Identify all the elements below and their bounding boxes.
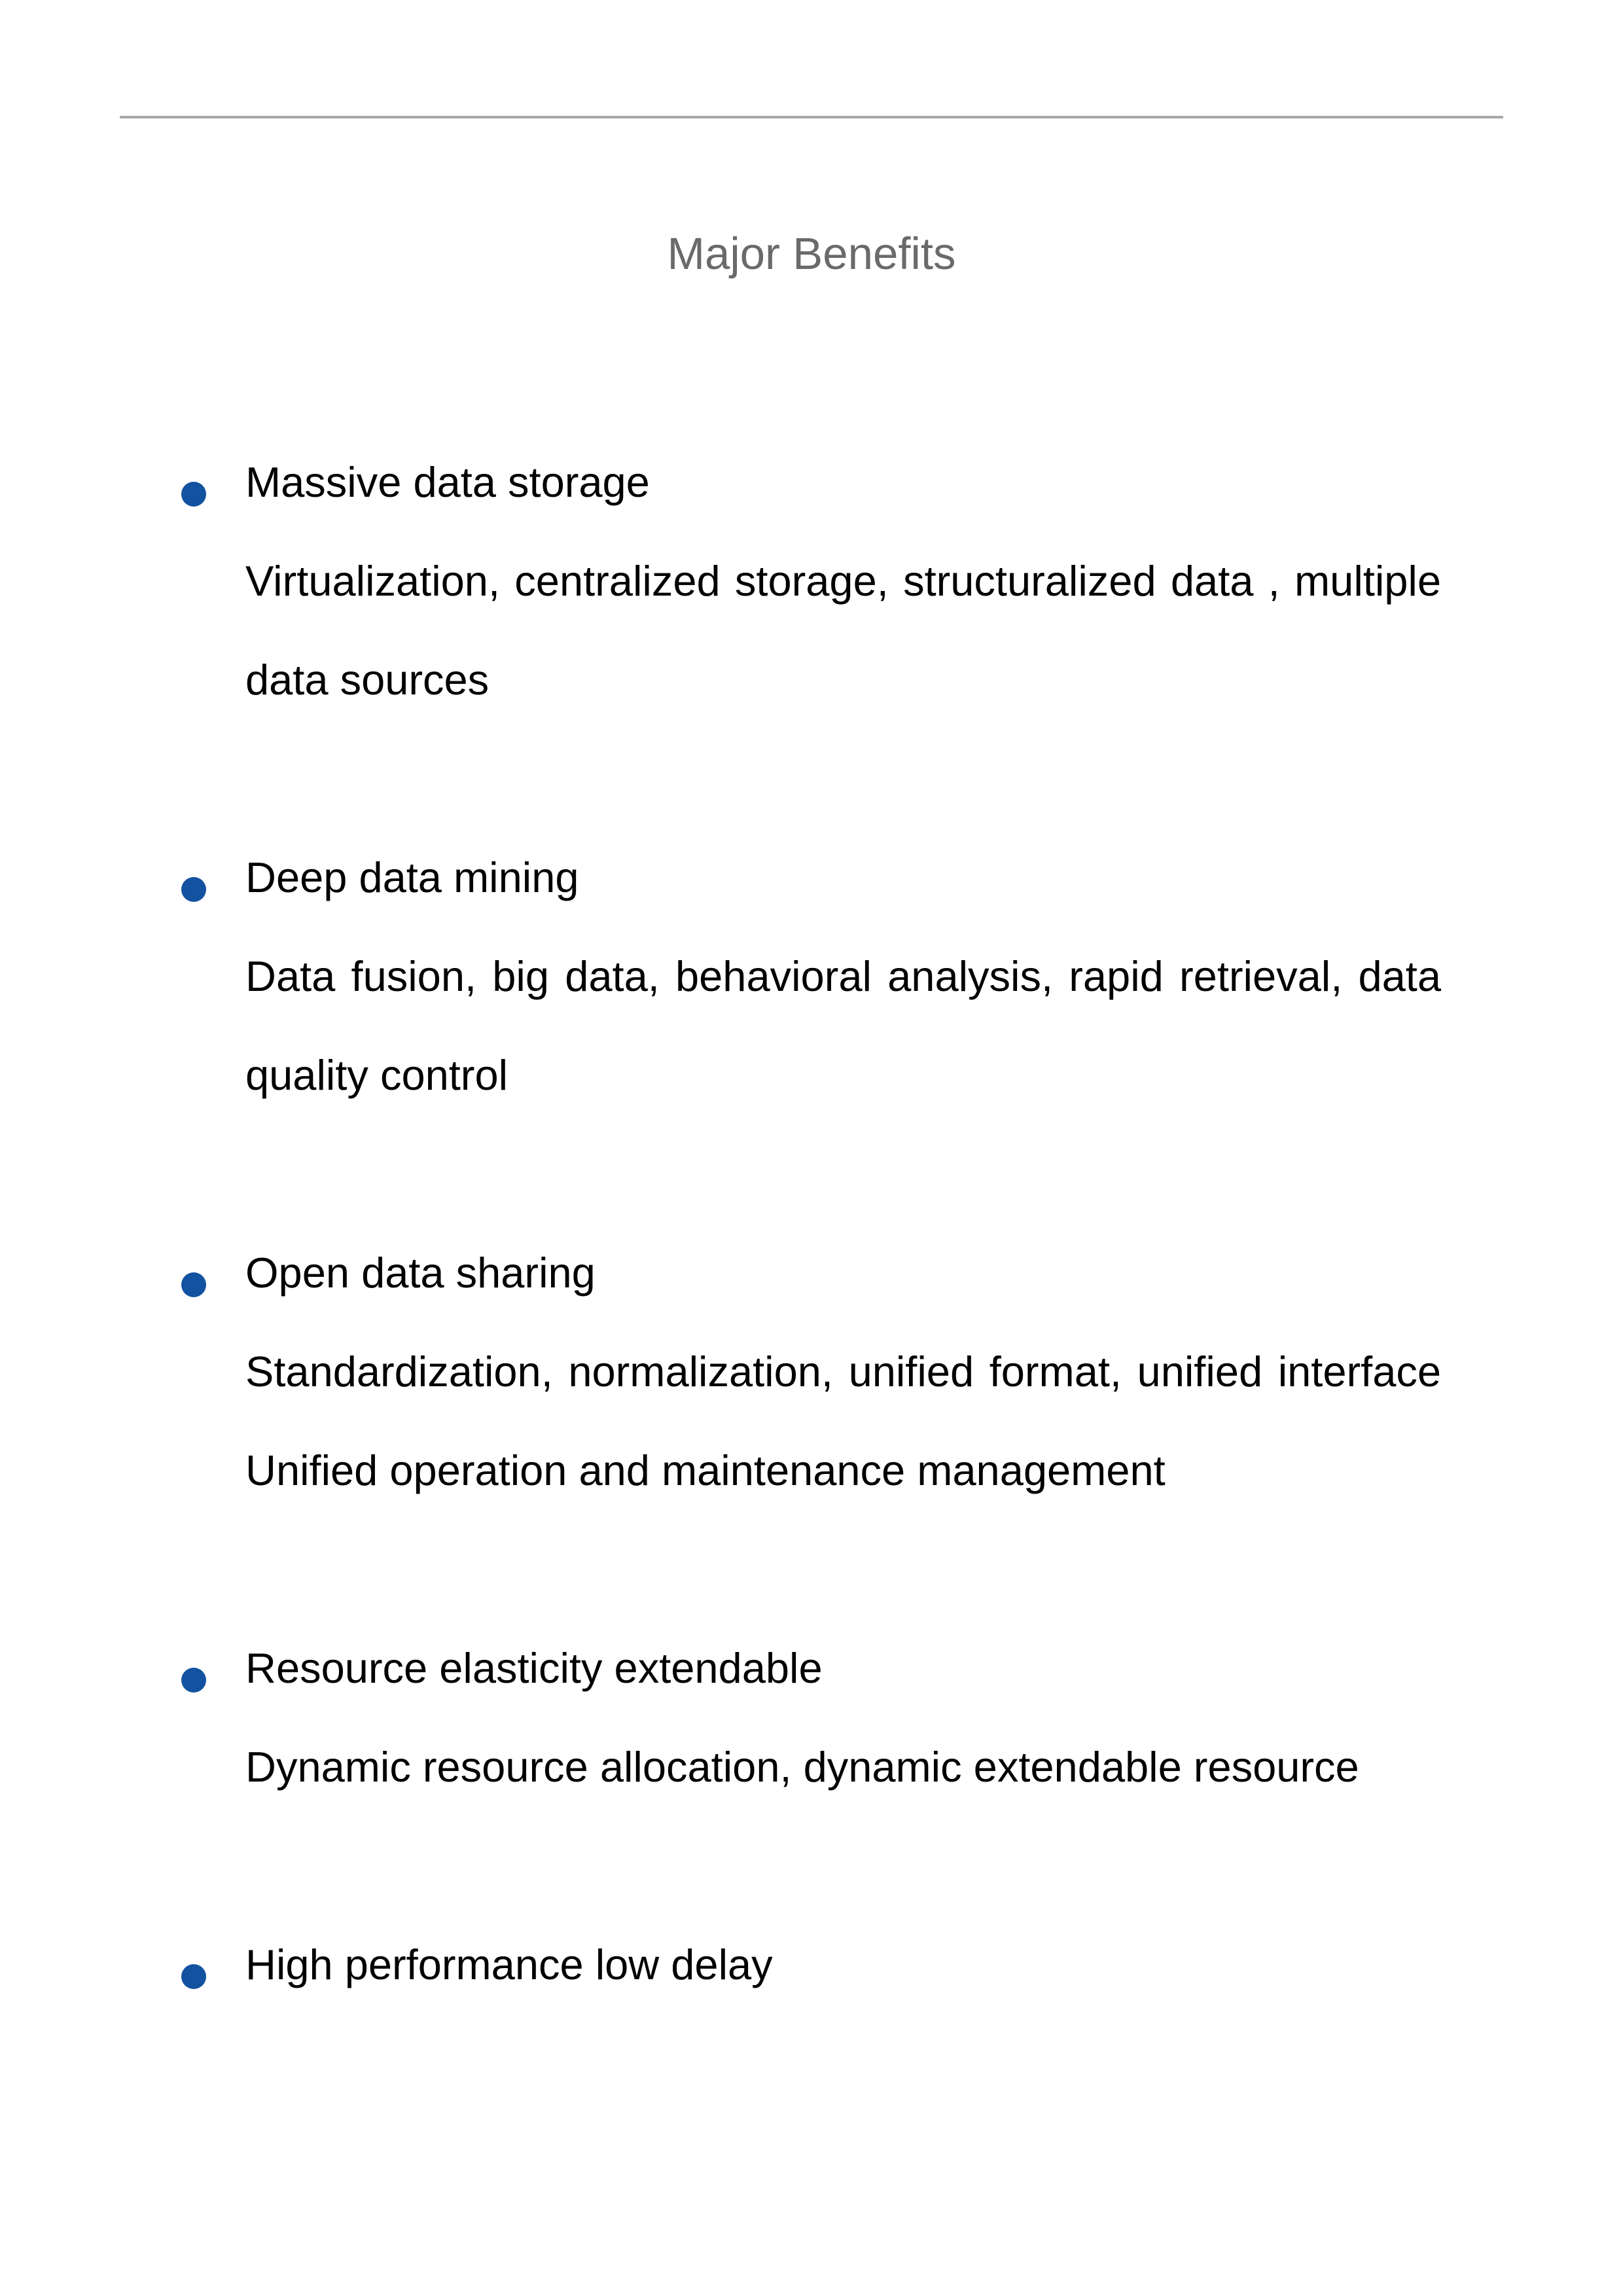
benefit-heading: Deep data mining [245,853,579,901]
list-item [245,433,1441,729]
list-item [245,1915,1441,2014]
benefit-heading: Open data sharing [245,1249,596,1297]
benefit-description-line: quality control [245,1051,508,1099]
page-title: Major Benefits [667,228,956,279]
benefit-description-line: Standardization, normalization, unified format, unified interface [245,1348,1441,1395]
header-divider [120,116,1503,118]
benefit-description-line: data sources [245,656,490,704]
benefit-heading: Resource elasticity extendable [245,1644,823,1692]
benefit-heading: High performance low delay [245,1941,773,1988]
benefit-description [245,927,1441,1124]
list-item [245,1223,1441,1520]
bullet-icon [181,877,206,902]
benefit-heading: Massive data storage [245,458,650,506]
benefit-description-line: Unified operation and maintenance management [245,1446,1166,1494]
bullet-icon [181,1964,206,1989]
list-item [245,828,1441,1124]
benefit-description [245,531,1441,729]
bullet-icon [181,1668,206,1693]
benefits-list [245,433,1441,2014]
benefit-description-line: Dynamic resource allocation, dynamic extendable resource [245,1743,1359,1791]
bullet-icon [181,482,206,507]
bullet-icon [181,1272,206,1297]
benefit-description-line: Data fusion, big data, behavioral analysis, rapid retrieval, data [245,952,1441,1000]
benefit-description [245,1717,1441,1816]
list-item [245,1619,1441,1816]
benefit-description-line: Virtualization, centralized storage, structuralized data , multiple [245,557,1441,605]
benefit-description [245,1322,1441,1520]
